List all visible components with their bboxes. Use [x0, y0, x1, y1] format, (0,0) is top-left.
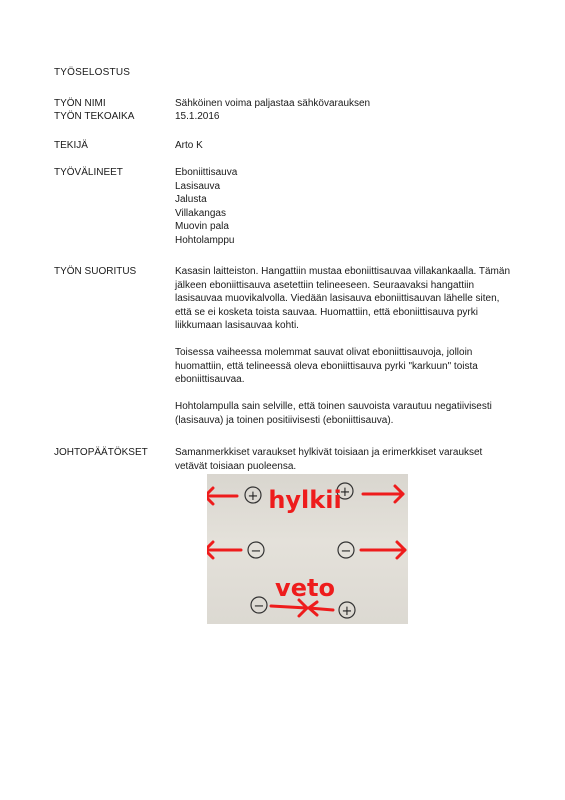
charge-symbol: + — [247, 489, 259, 504]
charge-symbol: − — [253, 599, 265, 614]
charges-illustration — [207, 474, 408, 624]
tool-item: Jalusta — [175, 194, 207, 206]
charge-symbol: + — [341, 604, 353, 619]
repel-text: hylkii — [268, 486, 342, 514]
charge-symbol: − — [250, 544, 262, 559]
author: Arto K — [175, 140, 203, 151]
charge-symbol: − — [340, 544, 352, 559]
tools-list — [175, 166, 515, 248]
procedure-paragraph: Hohtolampulla sain selville, että toinen sauvoista varautuu negatiivisesti (lasisauva) ja toinen positiivisesti (eboniittisauva). — [175, 401, 492, 426]
tool-item: Lasisauva — [175, 180, 221, 192]
tool-item: Hohtolamppu — [175, 234, 235, 246]
tools-label: TYÖVÄLINEET — [54, 167, 123, 178]
procedure-paragraph: Kasasin laitteiston. Hangattiin mustaa eboniittisauvaa villakankaalla. Tämän jälkeen eboniittisauva asetettiin telineeseen. Seuraavaksi hangattiin lasisauvaa muovikalvolla. Viedään lasisauva eboniittisauvan lähelle siten, että se ei kosketa toista sauvaa. Huomattiin, että eboniittisauva pyrki liikkumaan lasisauvaa kohti. — [175, 266, 511, 331]
procedure-paragraph: Toisessa vaiheessa molemmat sauvat olivat eboniittisauvoja, jolloin huomattiin, että telineessä oleva eboniittisauva pyrki "karkuun" toista eboniittisauvaa. — [175, 347, 478, 385]
tool-item: Eboniittisauva — [175, 167, 238, 178]
work-name-label: TYÖN NIMI — [54, 98, 106, 109]
conclusions-text: Samanmerkkiset varaukset hylkivät toisiaan ja erimerkkiset varaukset vetävät toisiaan puoleensa. — [175, 447, 483, 472]
author-label: TEKIJÄ — [54, 140, 88, 151]
tool-item: Muovin pala — [175, 221, 229, 233]
work-date: 15.1.2016 — [175, 111, 220, 122]
attract-arrow — [271, 606, 307, 608]
charges-photo — [207, 474, 408, 624]
procedure-label: TYÖN SUORITUS — [54, 266, 137, 277]
work-date-label: TYÖN TEKOAIKA — [54, 111, 135, 122]
conclusions-label: JOHTOPÄÄTÖKSET — [54, 447, 148, 458]
procedure-text — [175, 265, 510, 441]
document-title: TYÖSELOSTUS — [54, 67, 131, 78]
attract-text: veto — [275, 574, 335, 602]
work-name: Sähköinen voima paljastaa sähkövarauksen — [175, 98, 371, 109]
charge-symbol: + — [339, 485, 351, 500]
tool-item: Villakangas — [175, 207, 226, 219]
